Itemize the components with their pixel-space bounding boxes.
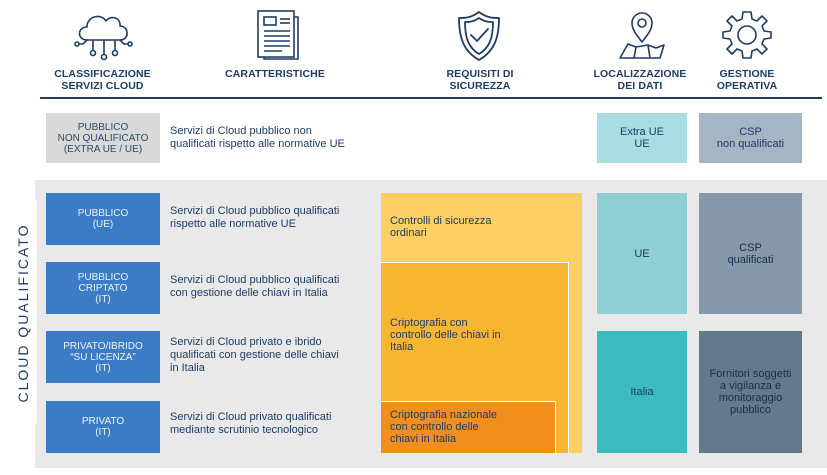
security-ordinari-label: Controlli di sicurezza ordinari: [390, 215, 492, 239]
category-privato-ibrido: [46, 331, 160, 383]
category-pubblico-criptato: [46, 262, 160, 314]
header-caratteristiche-label: CARATTERISTICHE: [225, 68, 325, 80]
header-localizzazione-line2: DEI DATI: [617, 80, 663, 92]
shield-check-icon: [457, 10, 501, 62]
category-privato: [46, 401, 160, 453]
header-gestione: [702, 68, 792, 92]
header-gestione-line2: OPERATIVA: [716, 80, 778, 92]
side-label: CLOUD QUALIFICATO: [15, 223, 31, 403]
description-row-1: Servizi di Cloud pubblico qualificati rispetto alle normative UE: [170, 205, 340, 230]
category-label: PUBBLICO CRIPTATO (IT): [77, 271, 129, 305]
gear-icon: [722, 10, 772, 60]
operations-csp-non-label: CSP non qualificati: [716, 126, 785, 150]
header-requisiti-line2: SICUREZZA: [449, 80, 511, 92]
header-divider: [40, 97, 822, 99]
header-localizzazione-line1: LOCALIZZAZIONE: [593, 68, 687, 80]
operations-csp-non-qualificati: [699, 113, 802, 163]
category-pubblico-non-qualificato: [46, 113, 160, 163]
header-gestione-line1: GESTIONE: [719, 68, 775, 80]
header-classificazione-line1: CLASSIFICAZIONE: [54, 68, 151, 80]
header-classificazione-line2: SERVIZI CLOUD: [61, 80, 144, 92]
description-row-0: Servizi di Cloud pubblico non qualificati rispetto alle normative UE: [170, 125, 345, 150]
category-label: PRIVATO/IBRIDO “SU LICENZA” (IT): [63, 340, 143, 374]
header-localizzazione: [585, 68, 695, 92]
category-label: PRIVATO (IT): [81, 416, 125, 438]
cloud-network-icon: [73, 10, 135, 60]
operations-fornitori-label: Fornitori soggetti a vigilanza e monitoraggio pubblico: [709, 368, 792, 416]
operations-csp-qualificati: [699, 193, 802, 314]
localization-italia: [597, 331, 687, 453]
category-label: PUBBLICO (UE): [77, 208, 129, 230]
security-nazionale-label: Criptografia nazionale con controllo delle chiavi in Italia: [390, 409, 498, 445]
header-requisiti-line1: REQUISITI DI: [446, 68, 514, 80]
localization-ue: [597, 193, 687, 314]
document-icon: [256, 9, 300, 61]
category-label: PUBBLICO NON QUALIFICATO (EXTRA UE / UE): [57, 121, 149, 155]
localization-italia-label: Italia: [630, 386, 654, 398]
localization-ue-label: UE: [634, 247, 650, 260]
localization-extra-ue-label: Extra UE UE: [619, 126, 664, 150]
header-caratteristiche: [210, 68, 340, 80]
security-criptografia-label: Criptografia con controllo delle chiavi in Italia: [390, 317, 501, 353]
operations-fornitori: [699, 331, 802, 453]
description-row-4: Servizi di Cloud privato qualificati mediante scrutinio tecnologico: [170, 411, 332, 436]
header-requisiti: [425, 68, 535, 92]
localization-extra-ue: [597, 113, 687, 163]
header-classificazione: [40, 68, 165, 92]
category-pubblico-ue: [46, 193, 160, 245]
description-row-2: Servizi di Cloud pubblico qualificati con gestione delle chiavi in Italia: [170, 274, 340, 299]
map-pin-icon: [616, 10, 668, 62]
operations-csp-q-label: CSP qualificati: [727, 241, 774, 266]
description-row-3: Servizi di Cloud privato e ibrido qualificati con gestione delle chiavi in Italia: [170, 336, 339, 374]
